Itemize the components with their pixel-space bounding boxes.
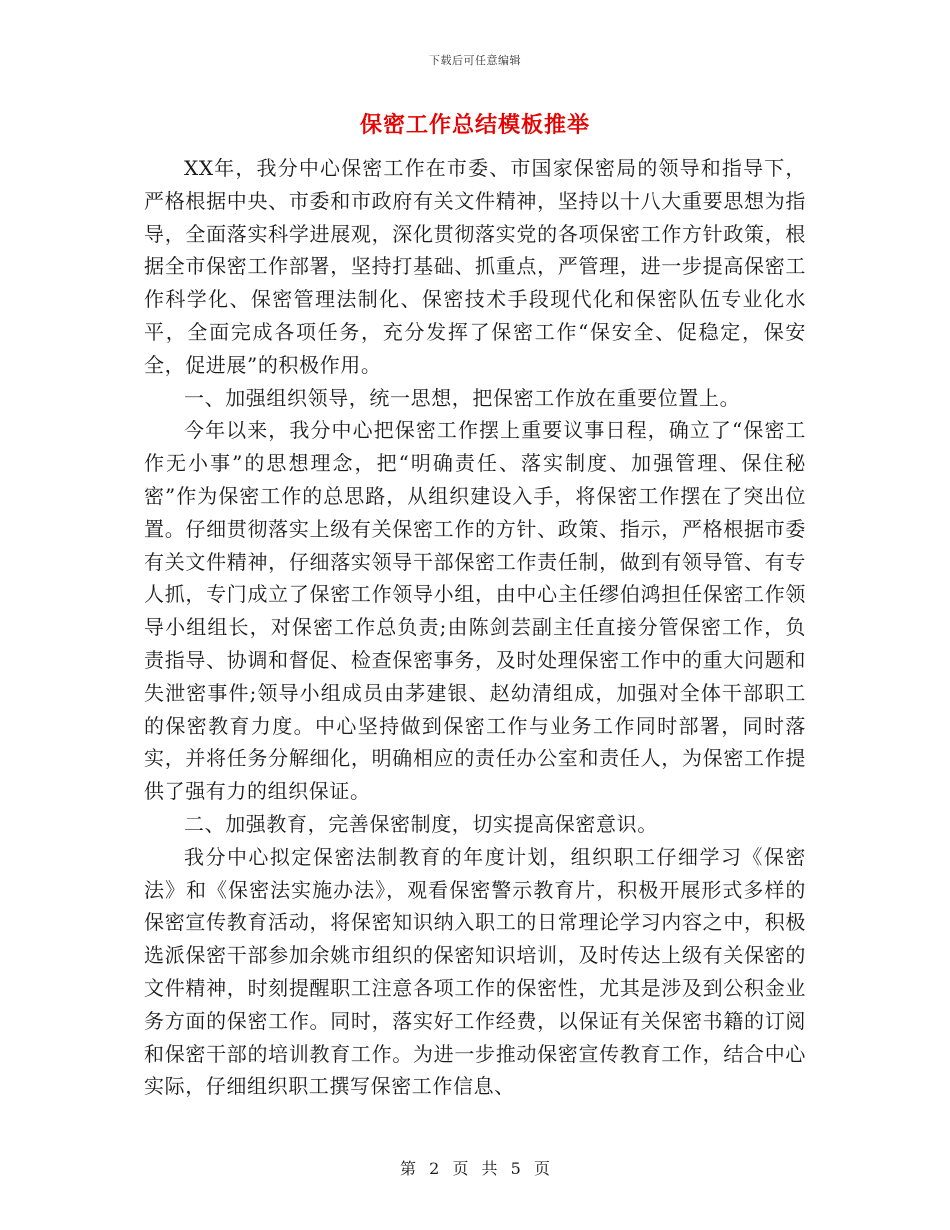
document-title: 保密工作总结模板推举 — [359, 112, 590, 138]
paragraph-intro: XX年，我分中心保密工作在市委、市国家保密局的领导和指导下，严格根据中央、市委和市政府有关文件精神，坚持以十八大重要思想为指导，全面落实科学进展观，深化贯彻落实党的各项保密工作方针政策，根据全市保密工作部署，坚持打基础、抓重点，严管理，进一步提高保密工作科学化、保密管理法制化、保密技术手段现代化和保密队伍专业化水平，全面完成各项任务，充分发挥了保密工作“保安全、促稳定，保安全，促进展”的积极作用。 — [144, 156, 806, 377]
section-heading-2: 二、加强教育，完善保密制度，切实提高保密意识。 — [184, 811, 658, 836]
document-body — [144, 152, 806, 1103]
paragraph-section-1: 今年以来，我分中心把保密工作摆上重要议事日程，确立了“保密工作无小事”的思想理念，把“明确责任、落实制度、加强管理、保住秘密”作为保密工作的总思路，从组织建设入手，将保密工作摆在了突出位置。仔细贯彻落实上级有关保密工作的方针、政策、指示，严格根据市委有关文件精神，仔细落实领导干部保密工作责任制，做到有领导管、有专人抓，专门成立了保密工作领导小组，由中心主任缪伯鸿担任保密工作领导小组组长，对保密工作总负责;由陈剑芸副主任直接分管保密工作，负责指导、协调和督促、检查保密事务，及时处理保密工作中的重大问题和失泄密事件;领导小组成员由茅建银、赵幼清组成，加强对全体干部职工的保密教育力度。中心坚持做到保密工作与业务工作同时部署，同时落实，并将任务分解细化，明确相应的责任办公室和责任人，为保密工作提供了强有力的组织保证。 — [144, 418, 806, 804]
page-footer — [0, 1156, 950, 1179]
page-current: 2 — [429, 1159, 440, 1178]
page-label-prefix: 第 — [400, 1159, 417, 1178]
page-label-suffix: 页 — [533, 1159, 550, 1178]
section-heading-1: 一、加强组织领导，统一思想，把保密工作放在重要位置上。 — [184, 385, 741, 410]
page-total: 5 — [510, 1159, 521, 1178]
header-note: 下载后可任意编辑 — [429, 54, 521, 67]
page-label-mid2: 共 — [481, 1159, 498, 1178]
paragraph-section-2: 我分中心拟定保密法制教育的年度计划，组织职工仔细学习《保密法》和《保密法实施办法》，观看保密警示教育片，积极开展形式多样的保密宣传教育活动，将保密知识纳入职工的日常理论学习内容之中，积极选派保密干部参加余姚市组织的保密知识培训，及时传达上级有关保密的文件精神，时刻提醒职工注意各项工作的保密性，尤其是涉及到公积金业务方面的保密工作。同时，落实好工作经费，以保证有关保密书籍的订阅和保密干部的培训教育工作。为进一步推动保密宣传教育工作，结合中心实际，仔细组织职工撰写保密工作信息、 — [144, 844, 806, 1099]
page-label-mid1: 页 — [452, 1159, 469, 1178]
